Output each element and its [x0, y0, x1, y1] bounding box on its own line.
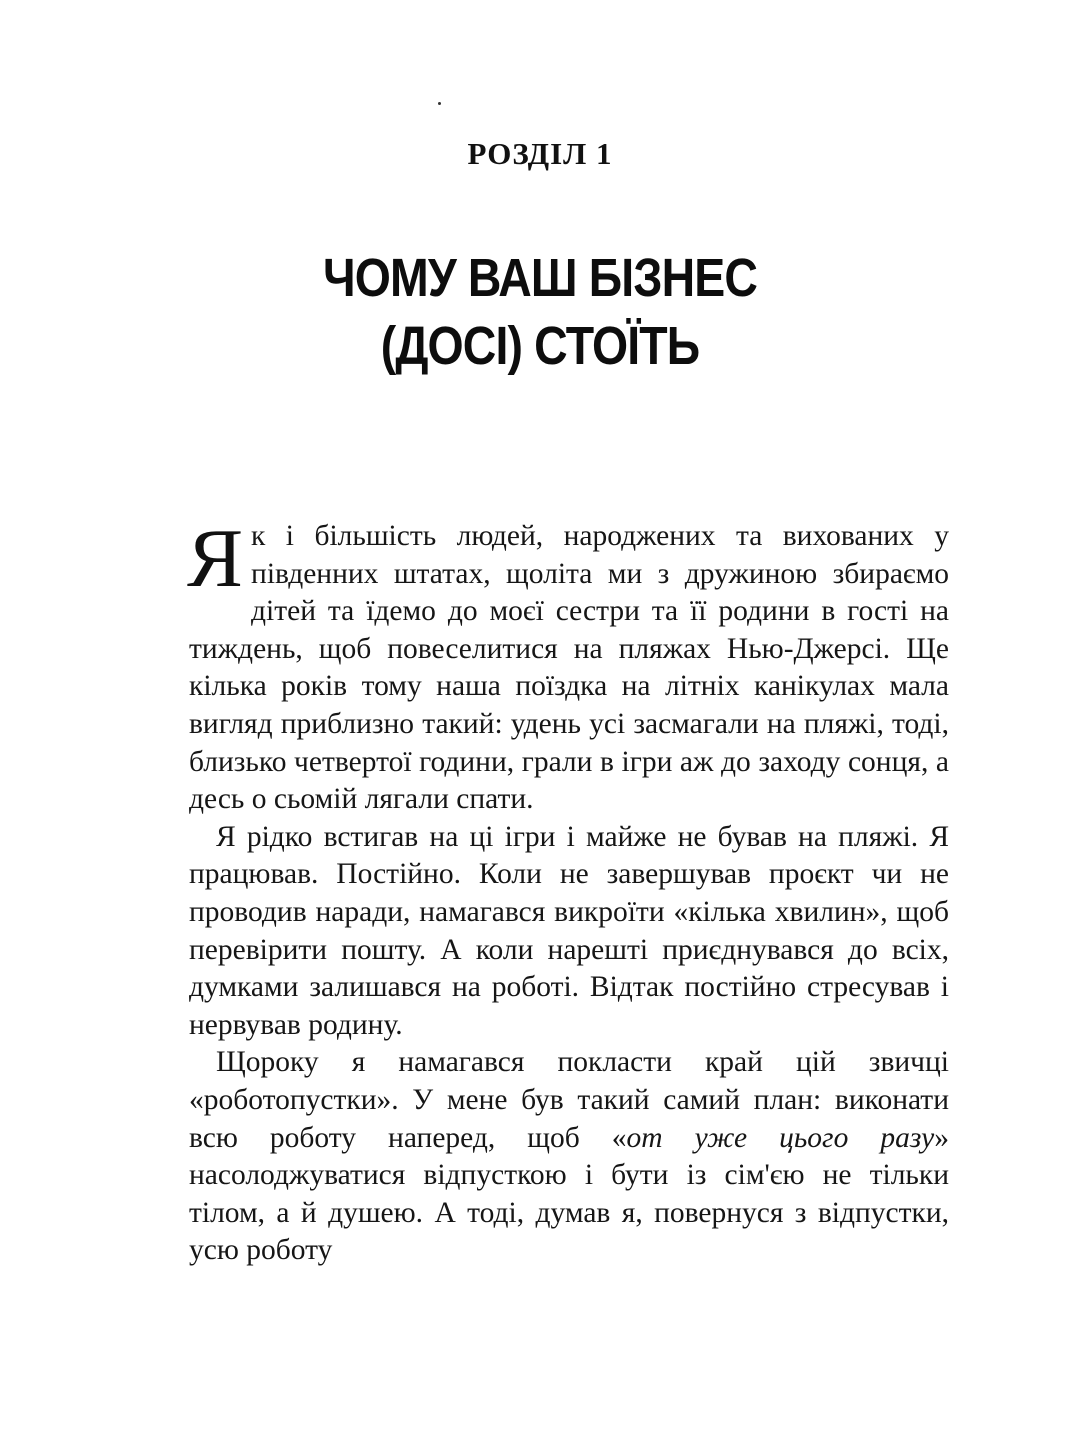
paragraph-3 — [189, 1044, 949, 1270]
paragraph-3-text-start: Щороку я намагався покласти край цій звичці «роботопустки». У мене був такий самий план: виконати всю роботу наперед, щоб « — [189, 1046, 949, 1154]
paragraph-3-emphasis: от уже цього разу — [626, 1121, 935, 1154]
chapter-label: РОЗДІЛ 1 — [467, 136, 613, 171]
paragraph-3-text-end: » насолоджуватися відпусткою і бути із сім'єю не тільки тілом, а й душею. А тоді, думав я, повернуся з відпустки, усю роботу — [189, 1121, 949, 1267]
body-text — [187, 512, 949, 1270]
paragraph-1-text: к і більшість людей, народжених та вихованих у південних штатах, щоліта ми з дружиною збираємо дітей та їдемо до моєї сестри та її родини в гості на тиждень, щоб повеселитися на пляжах Нью-Джерсі. Ще кілька років тому наша поїздка на літніх канікулах мала вигляд приблизно такий: удень усі засмагали на пляжі, тоді, близько четвертої години, грали в ігри аж до заходу сонця, а десь о сьомій лягали спати. — [189, 520, 949, 816]
drop-cap: Я — [187, 512, 244, 605]
chapter-title — [76, 244, 1005, 380]
print-speck — [438, 102, 441, 105]
paragraph-2-text: Я рідко встигав на ці ігри і майже не бував на пляжі. Я працював. Постійно. Коли не завершував проєкт чи не проводив наради, намагався викроїти «кілька хвилин», щоб перевірити пошту. А коли нарешті приєднувався до всіх, думками залишався на роботі. Відтак постійно стресував і нервував родину. — [189, 820, 949, 1041]
chapter-title-line-1: ЧОМУ ВАШ БІЗНЕС — [322, 248, 758, 308]
paragraph-2 — [189, 819, 949, 1045]
chapter-title-line-2: (ДОСІ) СТОЇТЬ — [380, 316, 700, 376]
paragraph-1 — [187, 512, 949, 819]
